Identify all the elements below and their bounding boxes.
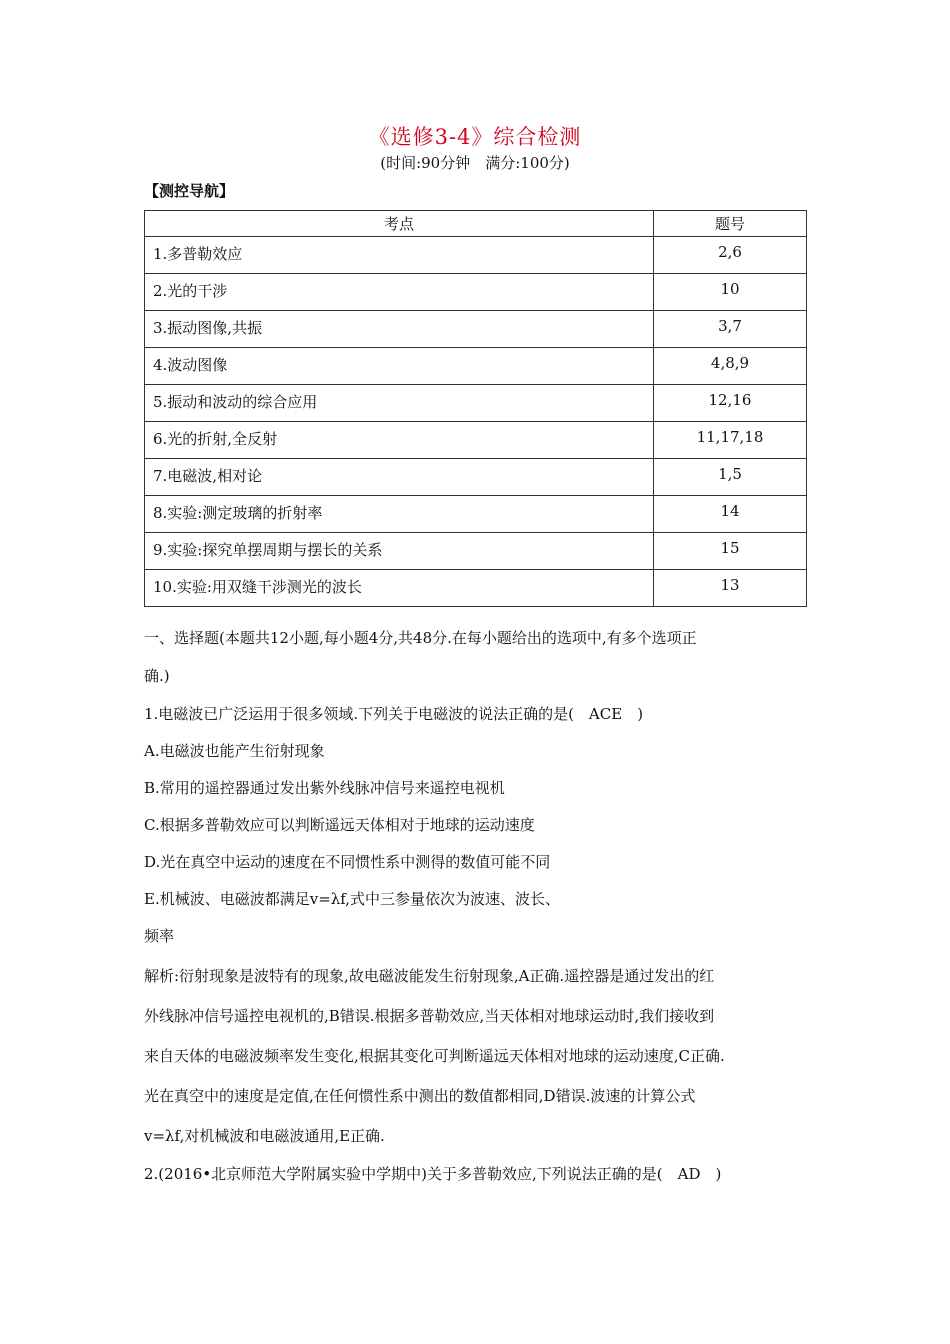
topic-cell: 2.光的干涉 bbox=[145, 274, 654, 311]
table-row bbox=[145, 570, 807, 607]
question-1-option-e-continued: 频率 bbox=[144, 927, 175, 945]
table-row bbox=[145, 459, 807, 496]
question-1-analysis-line: 外线脉冲信号遥控电视机的,B错误.根据多普勒效应,当天体相对地球运动时,我们接收到 bbox=[144, 1007, 715, 1025]
question-no-cell: 13 bbox=[654, 570, 807, 607]
table-row bbox=[145, 533, 807, 570]
question-1-option-c: C.根据多普勒效应可以判断遥远天体相对于地球的运动速度 bbox=[144, 816, 535, 834]
question-no-cell: 10 bbox=[654, 274, 807, 311]
column-header-question-no: 题号 bbox=[654, 211, 807, 237]
question-1-option-b: B.常用的遥控器通过发出紫外线脉冲信号来遥控电视机 bbox=[144, 779, 505, 797]
topic-cell: 10.实验:用双缝干涉测光的波长 bbox=[145, 570, 654, 607]
question-no-cell: 2,6 bbox=[654, 237, 807, 274]
question-no-cell: 4,8,9 bbox=[654, 348, 807, 385]
topic-cell: 6.光的折射,全反射 bbox=[145, 422, 654, 459]
column-header-topic: 考点 bbox=[145, 211, 654, 237]
topic-cell: 3.振动图像,共振 bbox=[145, 311, 654, 348]
question-1-analysis-line: v=λf,对机械波和电磁波通用,E正确. bbox=[144, 1127, 385, 1145]
question-1-stem: 1.电磁波已广泛运用于很多领域.下列关于电磁波的说法正确的是( ACE ) bbox=[144, 705, 644, 723]
question-no-cell: 3,7 bbox=[654, 311, 807, 348]
question-no-cell: 11,17,18 bbox=[654, 422, 807, 459]
table-row bbox=[145, 385, 807, 422]
question-1-analysis-line: 来自天体的电磁波频率发生变化,根据其变化可判断遥远天体相对地球的运动速度,C正确. bbox=[144, 1047, 725, 1065]
table-header-row bbox=[145, 211, 807, 237]
table-row bbox=[145, 311, 807, 348]
question-no-cell: 15 bbox=[654, 533, 807, 570]
question-1-option-a: A.电磁波也能产生衍射现象 bbox=[144, 742, 325, 760]
table-row bbox=[145, 496, 807, 533]
table-row bbox=[145, 237, 807, 274]
question-2-stem: 2.(2016•北京师范大学附属实验中学期中)关于多普勒效应,下列说法正确的是( AD ) bbox=[144, 1165, 722, 1183]
question-1-analysis-line: 解析:衍射现象是波特有的现象,故电磁波能发生衍射现象,A正确.遥控器是通过发出的红 bbox=[144, 967, 715, 985]
table-row bbox=[145, 274, 807, 311]
question-1-option-e: E.机械波、电磁波都满足v=λf,式中三参量依次为波速、波长、 bbox=[144, 890, 561, 908]
question-1-option-d: D.光在真空中运动的速度在不同惯性系中测得的数值可能不同 bbox=[144, 853, 551, 871]
section-heading-multiple-choice: 一、选择题(本题共12小题,每小题4分,共48分.在每小题给出的选项中,有多个选项正 bbox=[144, 629, 697, 647]
question-no-cell: 12,16 bbox=[654, 385, 807, 422]
question-no-cell: 14 bbox=[654, 496, 807, 533]
topic-cell: 7.电磁波,相对论 bbox=[145, 459, 654, 496]
exam-info: (时间:90分钟 满分:100分) bbox=[380, 154, 570, 172]
question-1-analysis-line: 光在真空中的速度是定值,在任何惯性系中测出的数值都相同,D错误.波速的计算公式 bbox=[144, 1087, 696, 1105]
topic-table bbox=[144, 210, 807, 607]
table-row bbox=[145, 348, 807, 385]
topic-cell: 8.实验:测定玻璃的折射率 bbox=[145, 496, 654, 533]
topic-cell: 9.实验:探究单摆周期与摆长的关系 bbox=[145, 533, 654, 570]
question-no-cell: 1,5 bbox=[654, 459, 807, 496]
topic-cell: 5.振动和波动的综合应用 bbox=[145, 385, 654, 422]
topic-cell: 4.波动图像 bbox=[145, 348, 654, 385]
page-title: 《选修3-4》综合检测 bbox=[368, 125, 582, 149]
table-row bbox=[145, 422, 807, 459]
topic-cell: 1.多普勒效应 bbox=[145, 237, 654, 274]
section-heading-continued: 确.) bbox=[144, 667, 170, 685]
section-label-navigation: 【测控导航】 bbox=[144, 182, 235, 200]
